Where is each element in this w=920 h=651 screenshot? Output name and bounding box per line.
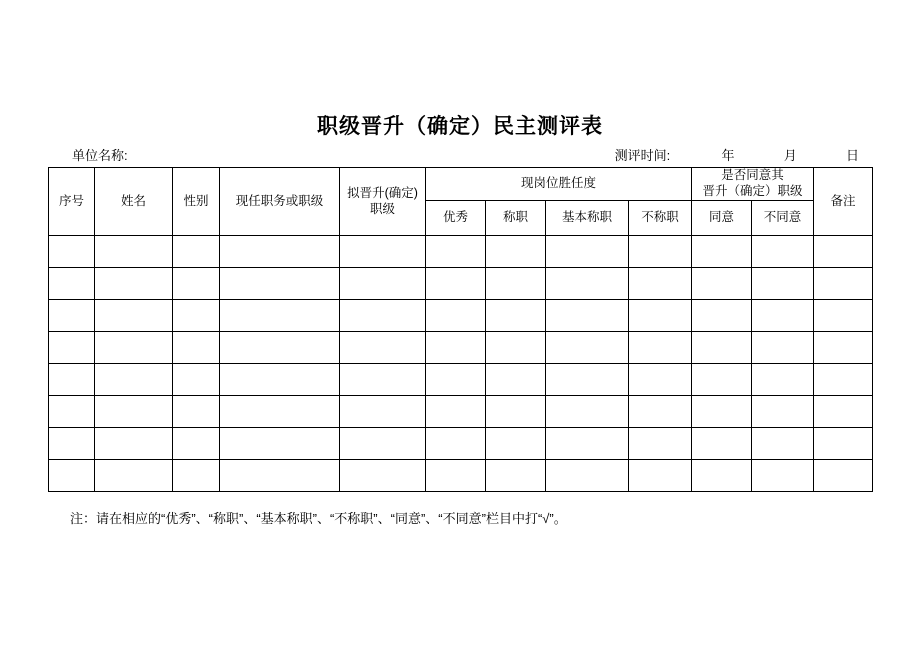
cell-current-post[interactable]: [220, 460, 340, 492]
header-competence-group: 现岗位胜任度: [426, 168, 692, 201]
cell-basically-competent[interactable]: [546, 396, 629, 428]
cell-current-post[interactable]: [220, 364, 340, 396]
cell-disagree[interactable]: [752, 428, 814, 460]
cell-proposed-rank[interactable]: [340, 300, 426, 332]
cell-competent[interactable]: [486, 460, 546, 492]
cell-agree[interactable]: [692, 460, 752, 492]
cell-excellent[interactable]: [426, 460, 486, 492]
cell-disagree[interactable]: [752, 364, 814, 396]
cell-basically-competent[interactable]: [546, 364, 629, 396]
header-agree: 同意: [692, 201, 752, 236]
cell-incompetent[interactable]: [629, 460, 692, 492]
cell-current-post[interactable]: [220, 396, 340, 428]
cell-name[interactable]: [95, 268, 173, 300]
form-note: 注：请在相应的“优秀”、“称职”、“基本称职”、“不称职”、“同意”、“不同意”栏目中打“√”。: [70, 511, 567, 526]
cell-seq[interactable]: [49, 236, 95, 268]
cell-remark[interactable]: [814, 364, 873, 396]
evaluation-time-group: [615, 145, 859, 164]
cell-gender[interactable]: [173, 332, 220, 364]
table-row[interactable]: [49, 332, 873, 364]
cell-incompetent[interactable]: [629, 396, 692, 428]
cell-remark[interactable]: [814, 396, 873, 428]
cell-gender[interactable]: [173, 300, 220, 332]
cell-basically-competent[interactable]: [546, 236, 629, 268]
month-unit-label: 月: [783, 148, 797, 163]
cell-seq[interactable]: [49, 460, 95, 492]
header-excellent: 优秀: [426, 201, 486, 236]
header-agree-group: [692, 168, 814, 201]
cell-agree[interactable]: [692, 268, 752, 300]
cell-excellent[interactable]: [426, 332, 486, 364]
cell-agree[interactable]: [692, 236, 752, 268]
cell-proposed-rank[interactable]: [340, 364, 426, 396]
cell-excellent[interactable]: [426, 300, 486, 332]
cell-basically-competent[interactable]: [546, 460, 629, 492]
cell-name[interactable]: [95, 364, 173, 396]
table-row[interactable]: [49, 460, 873, 492]
cell-seq[interactable]: [49, 396, 95, 428]
cell-excellent[interactable]: [426, 268, 486, 300]
cell-seq[interactable]: [49, 332, 95, 364]
header-seq: 序号: [49, 168, 95, 236]
header-agree-group-line1: 是否同意其: [721, 168, 784, 183]
cell-competent[interactable]: [486, 396, 546, 428]
cell-incompetent[interactable]: [629, 268, 692, 300]
cell-disagree[interactable]: [752, 268, 814, 300]
cell-competent[interactable]: [486, 428, 546, 460]
header-disagree: 不同意: [752, 201, 814, 236]
cell-gender[interactable]: [173, 428, 220, 460]
cell-disagree[interactable]: [752, 332, 814, 364]
table-row[interactable]: [49, 364, 873, 396]
cell-competent[interactable]: [486, 236, 546, 268]
cell-gender[interactable]: [173, 460, 220, 492]
header-agree-group-line2: 晋升（确定）职级: [702, 184, 803, 198]
cell-proposed-rank[interactable]: [340, 236, 426, 268]
table-row[interactable]: [49, 428, 873, 460]
cell-agree[interactable]: [692, 364, 752, 396]
evaluation-time-label: 测评时间:: [614, 148, 671, 163]
cell-name[interactable]: [95, 300, 173, 332]
header-competent: 称职: [486, 201, 546, 236]
cell-basically-competent[interactable]: [546, 300, 629, 332]
cell-agree[interactable]: [692, 332, 752, 364]
page-title: 职级晋升（确定）民主测评表: [317, 113, 603, 138]
cell-name[interactable]: [95, 460, 173, 492]
cell-incompetent[interactable]: [629, 428, 692, 460]
cell-current-post[interactable]: [220, 300, 340, 332]
cell-remark[interactable]: [814, 428, 873, 460]
cell-disagree[interactable]: [752, 236, 814, 268]
cell-proposed-rank[interactable]: [340, 460, 426, 492]
cell-basically-competent[interactable]: [546, 268, 629, 300]
header-proposed-rank-line1: 拟晋升(确定): [347, 185, 418, 200]
cell-basically-competent[interactable]: [546, 428, 629, 460]
cell-remark[interactable]: [814, 268, 873, 300]
cell-agree[interactable]: [692, 396, 752, 428]
cell-remark[interactable]: [814, 236, 873, 268]
header-gender: 性别: [173, 168, 220, 236]
cell-remark[interactable]: [814, 460, 873, 492]
cell-name[interactable]: [95, 396, 173, 428]
cell-remark[interactable]: [814, 332, 873, 364]
cell-basically-competent[interactable]: [546, 332, 629, 364]
cell-gender[interactable]: [173, 396, 220, 428]
header-remark: 备注: [814, 168, 873, 236]
cell-name[interactable]: [95, 236, 173, 268]
cell-current-post[interactable]: [220, 428, 340, 460]
cell-proposed-rank[interactable]: [340, 268, 426, 300]
table-row[interactable]: [49, 236, 873, 268]
header-incompetent: 不称职: [629, 201, 692, 236]
cell-gender[interactable]: [173, 268, 220, 300]
cell-current-post[interactable]: [220, 268, 340, 300]
table-row[interactable]: [49, 268, 873, 300]
cell-remark[interactable]: [814, 300, 873, 332]
header-basically-competent: 基本称职: [546, 201, 629, 236]
cell-disagree[interactable]: [752, 460, 814, 492]
cell-proposed-rank[interactable]: [340, 396, 426, 428]
unit-name-label: 单位名称:: [72, 148, 128, 163]
evaluation-table: [48, 167, 873, 492]
cell-excellent[interactable]: [426, 236, 486, 268]
cell-excellent[interactable]: [426, 364, 486, 396]
cell-current-post[interactable]: [220, 236, 340, 268]
cell-competent[interactable]: [486, 332, 546, 364]
cell-seq[interactable]: [49, 268, 95, 300]
meta-row: [48, 145, 872, 165]
cell-seq[interactable]: [49, 300, 95, 332]
header-proposed-rank-line2: 职级: [369, 201, 395, 216]
cell-competent[interactable]: [486, 364, 546, 396]
cell-name[interactable]: [95, 428, 173, 460]
cell-proposed-rank[interactable]: [340, 428, 426, 460]
cell-name[interactable]: [95, 332, 173, 364]
cell-incompetent[interactable]: [629, 332, 692, 364]
table-row[interactable]: [49, 396, 873, 428]
cell-competent[interactable]: [486, 300, 546, 332]
day-unit-label: 日: [845, 148, 859, 163]
cell-excellent[interactable]: [426, 428, 486, 460]
year-unit-label: 年: [721, 148, 735, 163]
header-current-post: 现任职务或职级: [220, 168, 340, 236]
cell-agree[interactable]: [692, 428, 752, 460]
cell-incompetent[interactable]: [629, 300, 692, 332]
cell-agree[interactable]: [692, 300, 752, 332]
cell-current-post[interactable]: [220, 332, 340, 364]
cell-gender[interactable]: [173, 364, 220, 396]
cell-gender[interactable]: [173, 236, 220, 268]
header-name: 姓名: [95, 168, 173, 236]
cell-seq[interactable]: [49, 428, 95, 460]
cell-incompetent[interactable]: [629, 236, 692, 268]
cell-excellent[interactable]: [426, 396, 486, 428]
table-row[interactable]: [49, 300, 873, 332]
cell-disagree[interactable]: [752, 300, 814, 332]
cell-proposed-rank[interactable]: [340, 332, 426, 364]
cell-competent[interactable]: [486, 268, 546, 300]
cell-seq[interactable]: [49, 364, 95, 396]
cell-disagree[interactable]: [752, 396, 814, 428]
header-proposed-rank: [340, 168, 426, 236]
cell-incompetent[interactable]: [629, 364, 692, 396]
